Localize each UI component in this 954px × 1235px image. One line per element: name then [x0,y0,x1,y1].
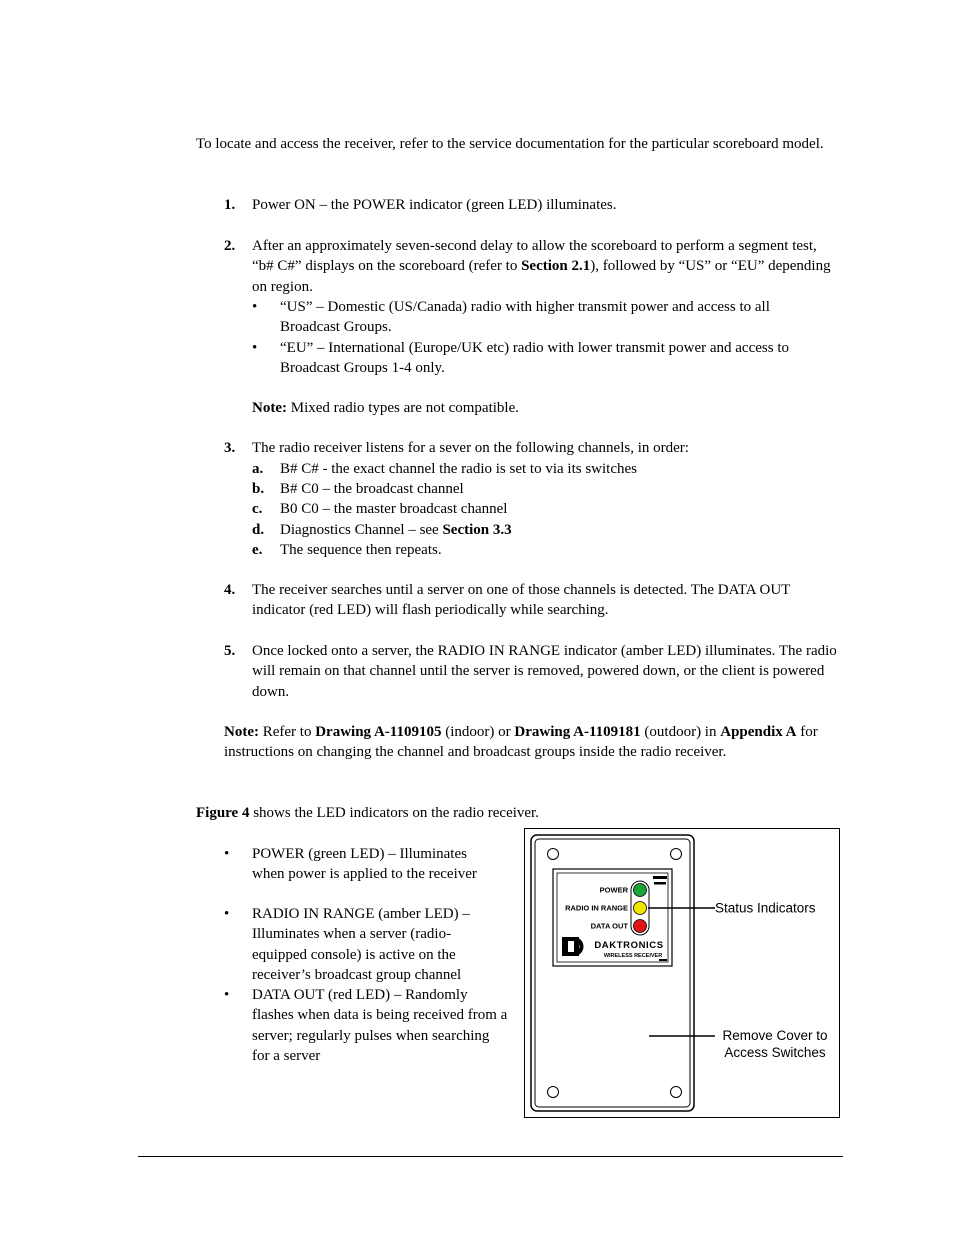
screw-hole-top-right [671,849,682,860]
step-text-1: Power ON – the POWER indicator (green LED) illuminates. [252,197,617,213]
receiver-figure [524,828,840,1118]
receiver-drawing [525,829,839,1117]
receiver-cover-inner [535,839,690,1107]
note-text: Mixed radio types are not compatible. [286,400,520,416]
product-subtitle: WIRELESS RECEIVER [603,953,663,959]
channel-d-text: Diagnostics Channel – see [280,522,443,538]
note-drawing-reference [224,722,829,763]
figure-reference [196,803,836,823]
step-text-3: The radio receiver listens for a sever on the following channels, in order: [252,440,689,456]
data-led-red [634,920,647,933]
channel-d-section-ref: Section 3.3 [442,522,512,538]
footer-divider [138,1156,843,1157]
step-text-5: Once locked onto a server, the RADIO IN RANGE indicator (amber LED) illuminates. The radio will remain on that channel until the server is removed, powered down, or the client is powered down. [252,643,837,700]
channel-text-d [280,520,832,540]
intro-paragraph: To locate and access the receiver, refer to the service documentation for the particular scoreboard model. [196,136,824,152]
channel-text-b: B# C0 – the broadcast channel [280,481,464,497]
step-number-1: 1. [224,197,236,213]
note-label: Note: [252,400,287,416]
channel-text-c: B0 C0 – the master broadcast channel [280,501,508,517]
power-label: POWER [599,885,628,895]
step-2-text-b: ), followed by “US” or “EU” depending on region. [252,258,831,295]
step-number-5: 5. [224,643,236,659]
led-bullet-data: DATA OUT (red LED) – Randomly flashes when data is being received from a server; regularly pulses when searching for a server [252,987,508,1064]
part-number-marking [659,959,667,961]
appendix-ref: Appendix A [720,724,797,740]
step-text-2 [252,236,837,297]
screw-hole-bottom-left [548,1087,559,1098]
channel-letter-a: a. [252,461,264,477]
screw-hole-top-left [548,849,559,860]
receiver-cover-outer [531,835,694,1111]
note2-text-1: Refer to [258,724,316,740]
radio-led-amber [634,902,647,915]
channel-text-e: The sequence then repeats. [280,542,442,558]
screw-hole-bottom-right [671,1087,682,1098]
model-marking-bottom [654,882,666,885]
note2-text-3: (outdoor) in [640,724,721,740]
bullet-glyph: • [224,846,230,862]
note2-label: Note: [224,724,259,740]
region-bullet-eu: “EU” – International (Europe/UK etc) radio with lower transmit power and access to Broadcast Groups 1-4 only. [280,340,789,377]
bullet-glyph: • [252,299,258,315]
note2-text-2: (indoor) or [441,724,515,740]
data-out-label: DATA OUT [590,921,628,931]
channel-letter-e: e. [252,542,263,558]
led-bullet-radio: RADIO IN RANGE (amber LED) – Illuminates when a server (radio-equipped console) is active on the receiver’s broadcast group channel [252,906,470,983]
remove-cover-label-1: Remove Cover to [722,1028,828,1043]
step-2-text-a: After an approximately seven-second delay to allow the scoreboard to perform a segment test, “b# C#” displays on the scoreboard (refer to [252,238,817,275]
channel-letter-c: c. [252,501,263,517]
daktronics-logo-icon [562,937,584,956]
note-mixed-radio [252,398,837,418]
brand-name: DAKTRONICS [594,940,664,951]
status-indicators-label: Status Indicators [715,900,816,916]
channel-letter-d: d. [252,522,265,538]
led-bullet-power: POWER (green LED) – Illuminates when power is applied to the receiver [252,846,477,883]
step-2-section-ref: Section 2.1 [521,258,591,275]
bullet-glyph: • [224,987,230,1003]
step-number-2: 2. [224,238,236,254]
bullet-glyph: • [224,906,230,922]
region-bullet-us: “US” – Domestic (US/Canada) radio with higher transmit power and access to all Broadcast Groups. [280,299,770,336]
step-number-4: 4. [224,582,236,598]
bullet-glyph: • [252,340,258,356]
channel-text-a: B# C# - the exact channel the radio is set to via its switches [280,461,637,477]
model-marking-top [653,876,667,879]
channel-letter-b: b. [252,481,265,497]
figure-ref-text: shows the LED indicators on the radio receiver. [249,805,539,821]
drawing-indoor-ref: Drawing A-1109105 [315,724,442,740]
step-text-4: The receiver searches until a server on one of those channels is detected. The DATA OUT indicator (red LED) will flash periodically while searching. [252,582,791,619]
remove-cover-label-2: Access Switches [724,1045,826,1060]
figure-ref-label: Figure 4 [196,805,250,821]
radio-in-range-label: RADIO IN RANGE [565,903,628,913]
power-led-green [634,884,647,897]
note2-text-4: for instructions on changing the channel and broadcast groups inside the radio receiver. [224,724,818,761]
drawing-outdoor-ref: Drawing A-1109181 [514,724,641,740]
step-number-3: 3. [224,440,236,456]
